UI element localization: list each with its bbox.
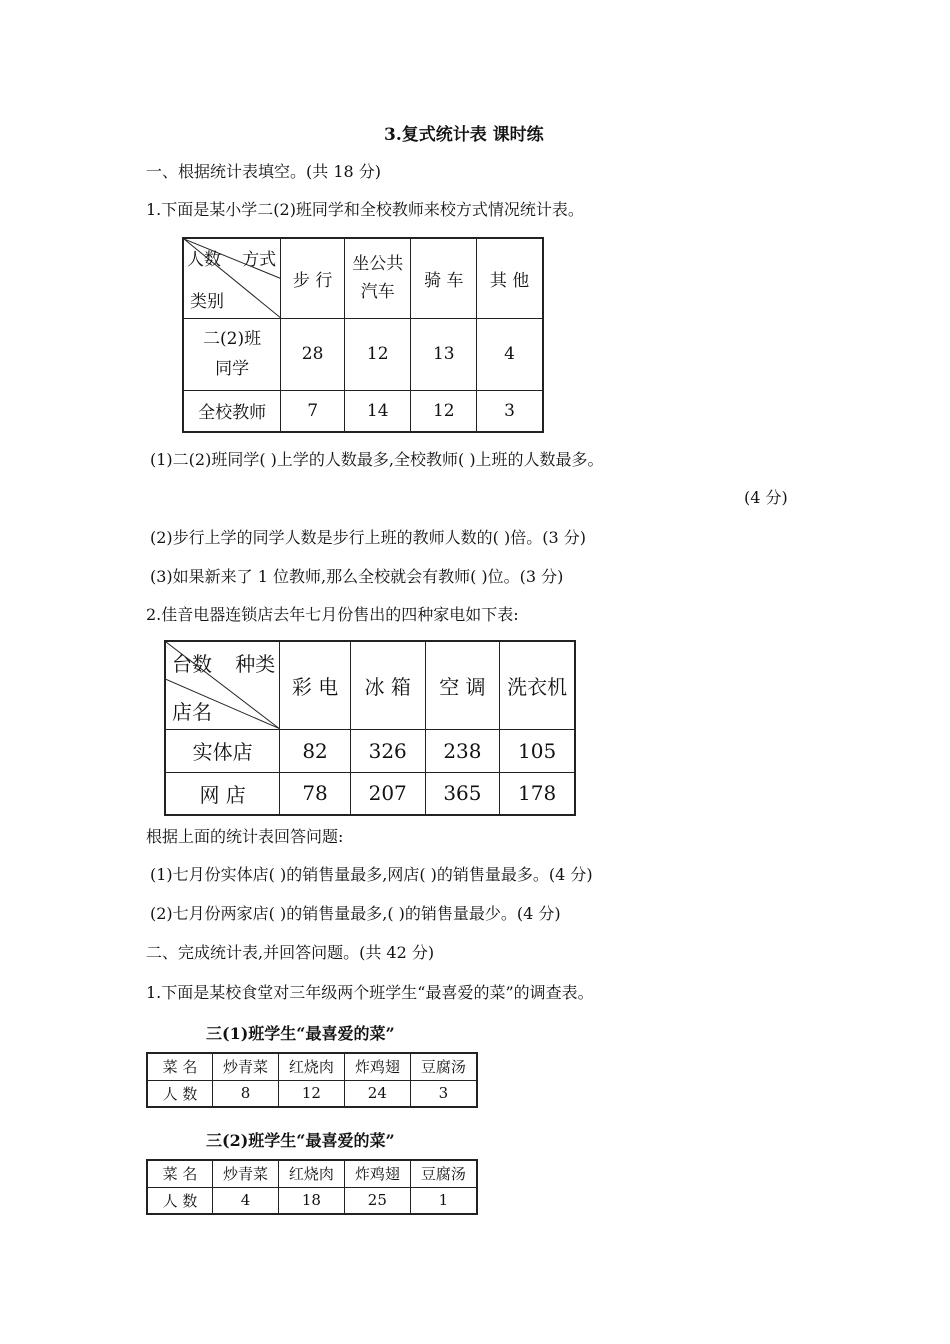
table-cell: 207 [350,772,425,815]
section1-heading: 一、根据统计表填空。(共 18 分) [146,162,382,181]
table-cell: 4 [477,318,543,390]
table-cell: 12 [278,1080,344,1107]
table-cell: 18 [278,1187,344,1214]
column-header: 其 他 [477,238,543,318]
column-header: 骑 车 [411,238,477,318]
table-header-cell: 炒青菜 [213,1053,279,1080]
table-header-cell: 红烧肉 [278,1160,344,1187]
table-header-cell: 炸鸡翅 [344,1053,410,1080]
table-header-cell: 红烧肉 [278,1053,344,1080]
table-cell: 4 [213,1187,279,1214]
table-header-cell: 豆腐汤 [410,1160,477,1187]
q1-intro: 1.下面是某小学二(2)班同学和全校教师来校方式情况统计表。 [146,200,584,219]
table-header-cell: 菜 名 [147,1160,213,1187]
table-header-cell: 炸鸡翅 [344,1160,410,1187]
corner-label-top: 方式 [242,250,277,270]
table-header-row [147,1053,477,1080]
table-cell: 1 [410,1187,477,1214]
table-row [165,729,575,772]
q1-subquestion-3: (3)如果新来了 1 位教师,那么全校就会有教师( )位。(3 分) [150,567,564,586]
corner-label-mid: 人数 [187,250,221,270]
corner-label-bottom: 店名 [172,699,212,724]
row-label: 人 数 [147,1080,213,1107]
q2-subquestion-1: (1)七月份实体店( )的销售量最多,网店( )的销售量最多。(4 分) [150,865,593,884]
table-header-row [147,1160,477,1187]
column-header: 洗衣机 [500,641,575,729]
table-cell: 24 [344,1080,410,1107]
table-cell: 326 [350,729,425,772]
appliance-table [164,640,576,816]
q2-intro: 2.佳音电器连锁店去年七月份售出的四种家电如下表: [146,605,519,624]
table-cell: 12 [345,318,411,390]
q2-subquestion-2: (2)七月份两家店( )的销售量最多,( )的销售量最少。(4 分) [150,904,561,923]
table-row [183,318,543,390]
q2-prompt: 根据上面的统计表回答问题: [146,827,344,846]
section2-heading: 二、完成统计表,并回答问题。(共 42 分) [146,943,435,962]
row-label: 人 数 [147,1187,213,1214]
corner-label-top: 种类 [235,652,276,676]
transport-table [182,237,544,433]
column-header: 坐公共 汽车 [345,238,411,318]
table-cell: 25 [344,1187,410,1214]
table-row [147,1080,477,1107]
corner-label-bottom: 类别 [190,291,224,312]
table-cell: 3 [477,390,543,432]
table-cell: 178 [500,772,575,815]
table-cell: 12 [411,390,477,432]
corner-label-mid: 台数 [172,652,212,676]
q1-subquestion-1: (1)二(2)班同学( )上学的人数最多,全校教师( )上班的人数最多。 [150,450,604,469]
table-caption-class1: 三(1)班学生“最喜爱的菜” [206,1024,395,1043]
table-corner-cell [183,238,281,318]
table-cell: 13 [411,318,477,390]
s2-q1-intro: 1.下面是某校食堂对三年级两个班学生“最喜爱的菜”的调查表。 [146,983,594,1002]
table-caption-class2: 三(2)班学生“最喜爱的菜” [206,1131,395,1150]
table-row [147,1187,477,1214]
column-header: 冰 箱 [350,641,425,729]
row-label: 实体店 [165,729,280,772]
favorite-dish-table-class1 [146,1052,478,1108]
q1-subquestion-1-score: (4 分) [744,488,788,507]
table-cell: 8 [213,1080,279,1107]
column-header: 步 行 [281,238,345,318]
favorite-dish-table-class2 [146,1159,478,1215]
table-cell: 82 [280,729,351,772]
table-row [165,772,575,815]
table-cell: 105 [500,729,575,772]
table-row [183,390,543,432]
table-cell: 14 [345,390,411,432]
table-cell: 238 [425,729,500,772]
q1-subquestion-2: (2)步行上学的同学人数是步行上班的教师人数的( )倍。(3 分) [150,528,586,547]
column-header: 彩 电 [280,641,351,729]
row-label: 全校教师 [183,390,281,432]
table-corner-cell [165,641,280,729]
table-cell: 3 [410,1080,477,1107]
column-header: 空 调 [425,641,500,729]
table-cell: 28 [281,318,345,390]
table-header-cell: 豆腐汤 [410,1053,477,1080]
table-cell: 7 [281,390,345,432]
table-header-cell: 炒青菜 [213,1160,279,1187]
table-cell: 78 [280,772,351,815]
table-cell: 365 [425,772,500,815]
row-label: 二(2)班 同学 [183,318,281,390]
page-title: 3.复式统计表 课时练 [384,125,544,145]
table-header-cell: 菜 名 [147,1053,213,1080]
row-label: 网 店 [165,772,280,815]
